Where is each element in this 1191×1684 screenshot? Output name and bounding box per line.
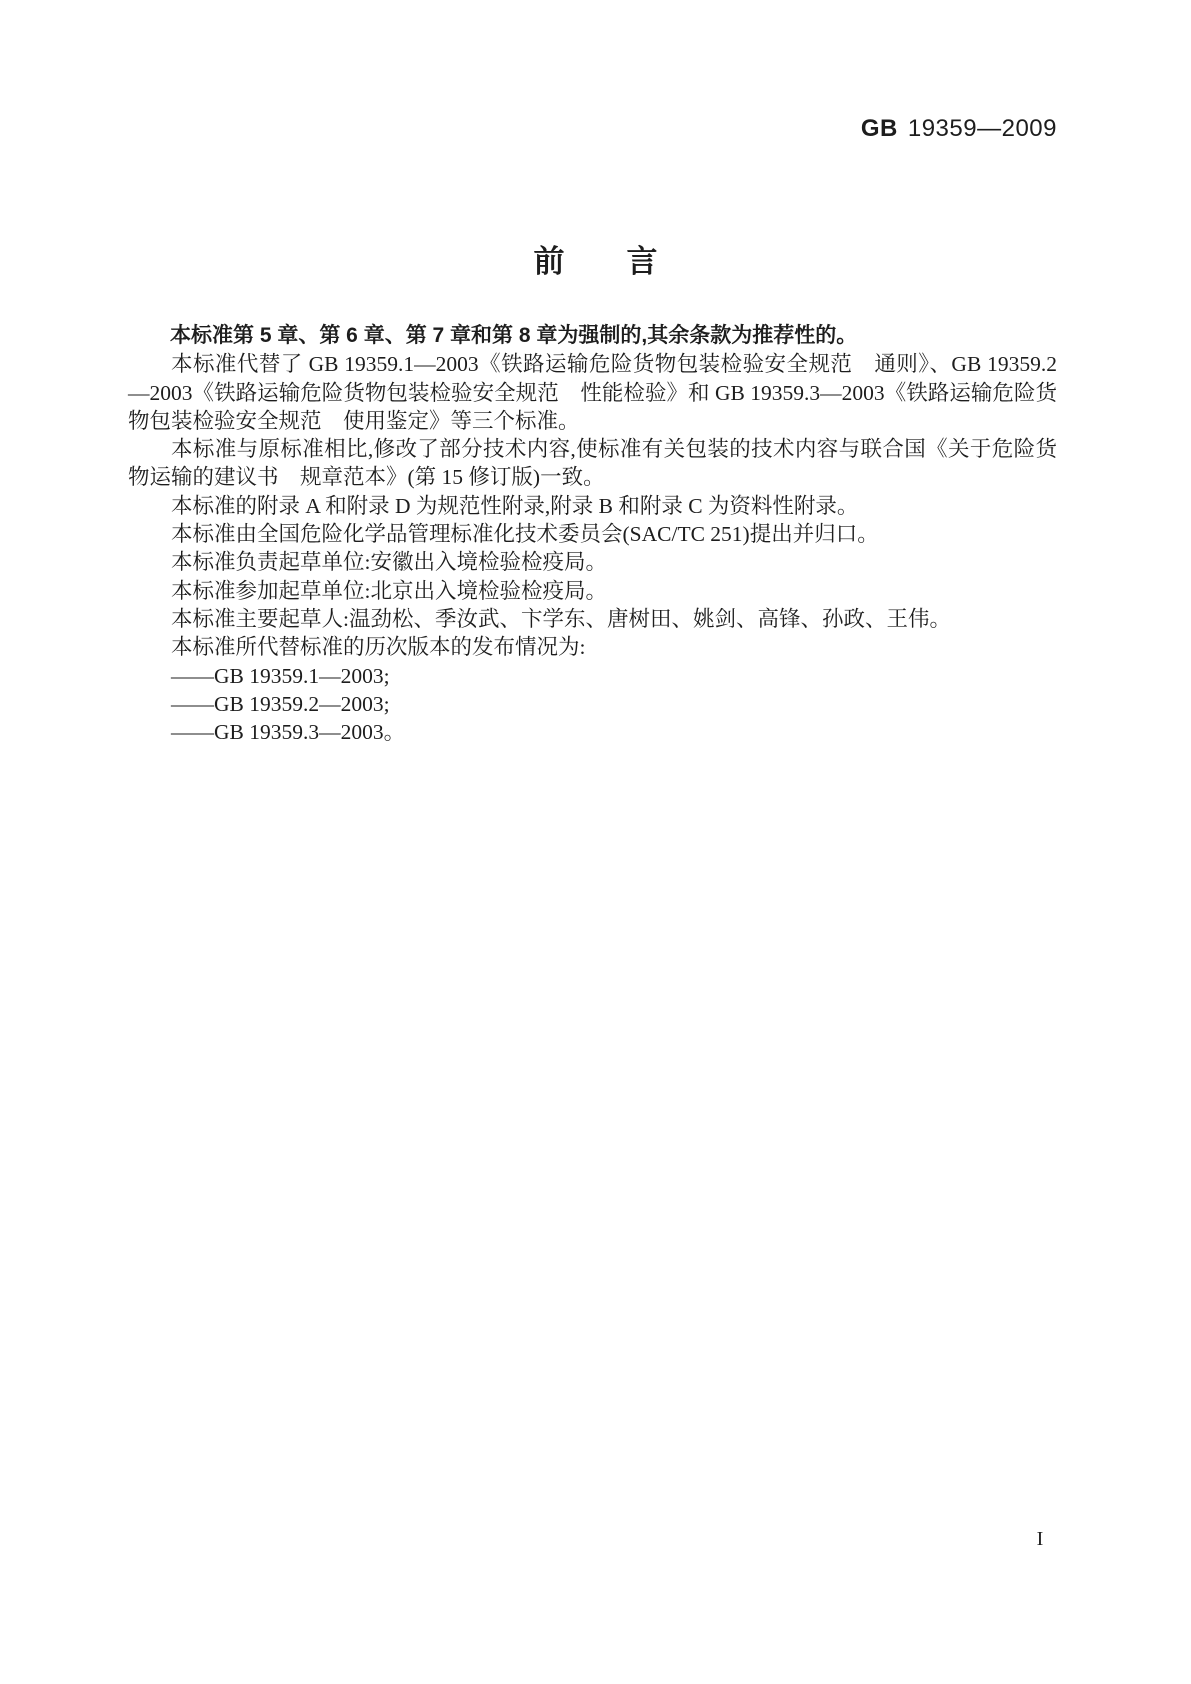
history-list-item: ——GB 19359.3—2003。 xyxy=(171,720,406,745)
document-body xyxy=(128,322,1057,746)
paragraph: 本标准负责起草单位:安徽出入境检验检疫局。 xyxy=(171,550,607,575)
paragraph: 本标准参加起草单位:北京出入境检验检疫局。 xyxy=(171,578,607,603)
paragraph: 本标准代替了 GB 19359.1—2003《铁路运输危险货物包装检验安全规范 通则》、GB 19359.2—2003《铁路运输危险货物包装检验安全规范 性能检验》和 GB 19359.3—2003《铁路运输危险货物包装检验安全规范 使用鉴定》等三个标准。 xyxy=(128,352,1057,433)
standard-code-prefix: GB xyxy=(860,115,898,142)
page-title: 前 言 xyxy=(533,243,658,279)
standard-code-header xyxy=(861,115,1057,143)
paragraph: 本标准由全国危险化学品管理标准化技术委员会(SAC/TC 251)提出并归口。 xyxy=(171,522,879,547)
history-list-item: ——GB 19359.1—2003; xyxy=(171,663,390,688)
page-number: I xyxy=(1036,1528,1044,1550)
standard-code-number: 19359—2009 xyxy=(907,115,1057,142)
history-list-item: ——GB 19359.2—2003; xyxy=(171,691,390,716)
paragraph: 本标准主要起草人:温劲松、季汝武、卞学东、唐树田、姚剑、高锋、孙政、王伟。 xyxy=(171,606,951,631)
paragraph: 本标准的附录 A 和附录 D 为规范性附录,附录 B 和附录 C 为资料性附录。 xyxy=(171,493,859,518)
paragraph: 本标准第 5 章、第 6 章、第 7 章和第 8 章为强制的,其余条款为推荐性的。 xyxy=(170,324,858,347)
paragraph: 本标准与原标准相比,修改了部分技术内容,使标准有关包装的技术内容与联合国《关于危险货物运输的建议书 规章范本》(第 15 修订版)一致。 xyxy=(128,437,1057,490)
paragraph: 本标准所代替标准的历次版本的发布情况为: xyxy=(171,635,586,660)
